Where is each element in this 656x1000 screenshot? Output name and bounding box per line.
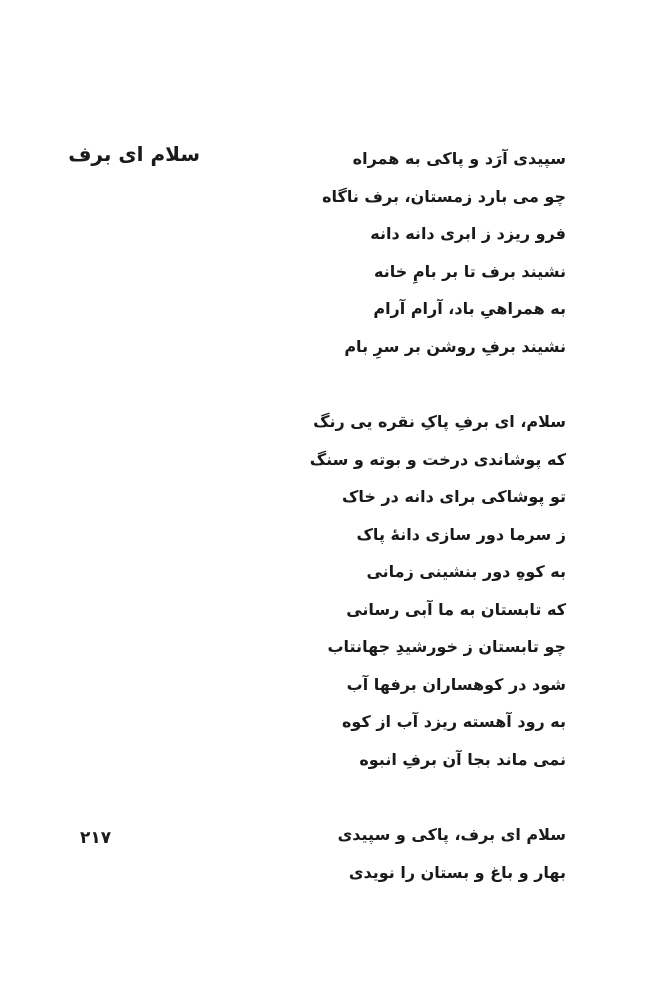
poem-line: نمی ماند بجا آن برفِ انبوه — [359, 749, 566, 769]
poem-line: به کوهِ دور بنشینی زمانی — [366, 562, 566, 581]
poem-line: سلام ای برف، پاکی و سپیدی — [337, 825, 566, 844]
poem-line: سپیدی آرَد و پاکی به همراه — [352, 149, 566, 168]
poem-line: به همراهیِ باد، آرام آرام — [373, 299, 566, 318]
poem-body — [266, 140, 566, 891]
poem-line: ز سرما دور سازی دانهٔ پاک — [356, 524, 566, 544]
poem-line: سلام، ای برفِ پاکِ نقره یی رنگ — [313, 412, 566, 431]
page-number: ۲۱۷ — [80, 828, 112, 848]
poem-title: سلام ای برف — [68, 142, 200, 166]
poem-line: که پوشاندی درخت و بوته و سنگ — [309, 449, 566, 469]
poem-line: شود در کوهساران برفها آب — [346, 674, 566, 694]
poem-line: تو پوشاکی برای دانه در خاک — [341, 487, 566, 506]
poem-line: به رود آهسته ریزد آب از کوه — [341, 712, 566, 731]
stanza-3 — [266, 816, 566, 891]
stanza-1 — [266, 140, 566, 365]
poem-line: نشیند برفِ روشن بر سرِ بام — [344, 336, 566, 356]
poem-line: که تابستان به ما آبی رسانی — [346, 599, 566, 619]
stanza-2 — [266, 403, 566, 778]
poem-line: چو تابستان ز خورشیدِ جهانتاب — [327, 637, 566, 656]
poem-line: بهار و باغ و بستان را نویدی — [348, 862, 566, 882]
poem-line: فرو ریزد ز ابری دانه دانه — [370, 224, 566, 243]
poem-line: نشیند برف تا بر بامِ خانه — [374, 261, 566, 281]
poem-line: چو می بارد زمستان، برف ناگاه — [322, 186, 566, 206]
